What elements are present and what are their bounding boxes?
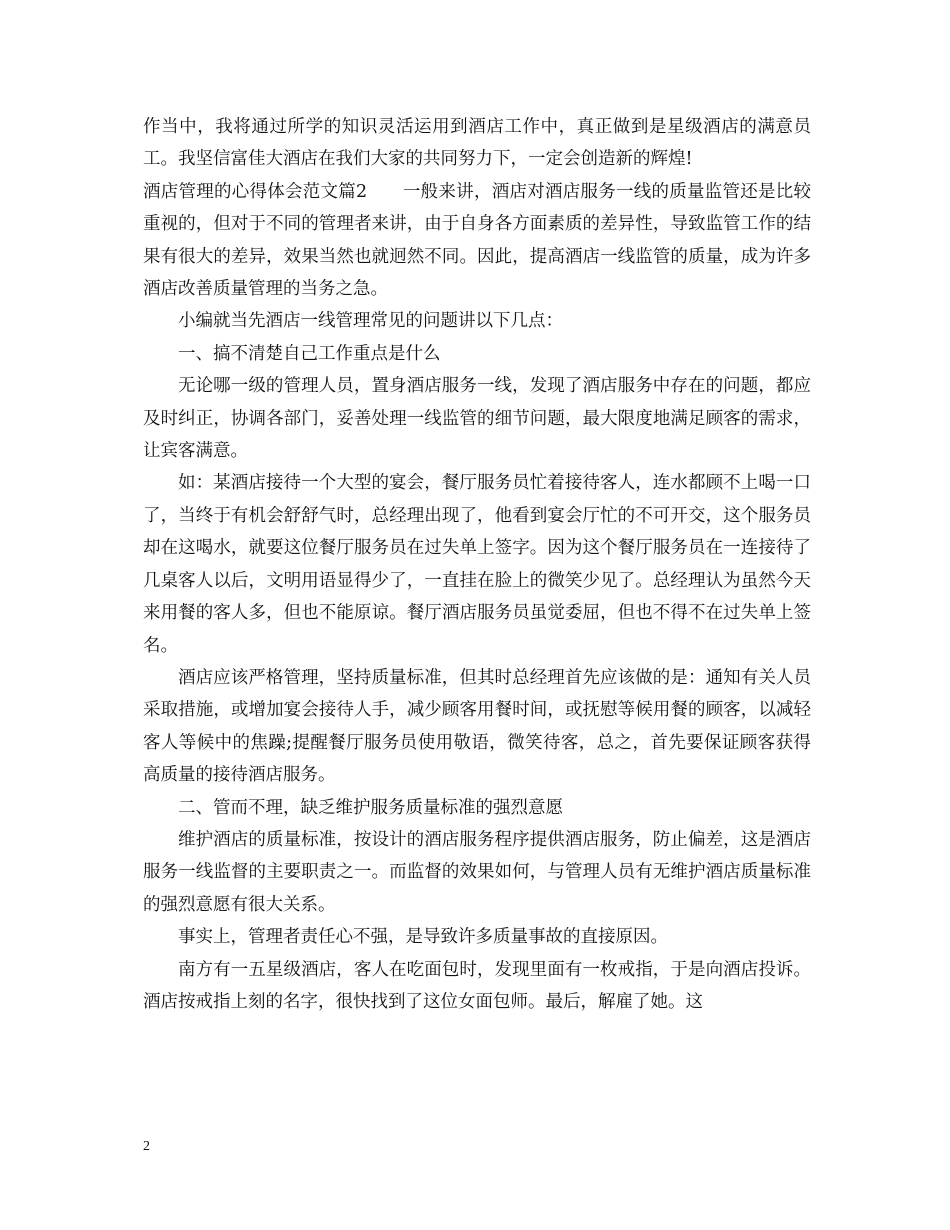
paragraph-11: 南方有一五星级酒店，客人在吃面包时，发现里面有一枚戒指，于是向酒店投诉。酒店按戒指上刻的名字，很快找到了这位女面包师。最后，解雇了她。这	[143, 959, 811, 1012]
paragraph-10: 事实上，管理者责任心不强，是导致许多质量事故的直接原因。	[178, 927, 668, 948]
paragraph-7: 酒店应该严格管理，坚持质量标准，但其时总经理首先应该做的是：通知有关人员采取措施，或增加宴会接待人手，减少顾客用餐时间，或抚慰等候用餐的顾客，以减轻客人等候中的焦躁;提醒餐厅服务员使用敬语，微笑待客，总之，首先要保证顾客获得高质量的接待酒店服务。	[143, 667, 811, 786]
document-body	[143, 111, 811, 1018]
paragraph-9: 维护酒店的质量标准，按设计的酒店服务程序提供酒店服务，防止偏差，这是酒店服务一线监督的主要职责之一。而监督的效果如何，与管理人员有无维护酒店质量标准的强烈意愿有很大关系。	[143, 829, 811, 915]
page-number: 2	[143, 1139, 150, 1154]
paragraph-6: 如：某酒店接待一个大型的宴会，餐厅服务员忙着接待客人，连水都顾不上喝一口了，当终于有机会舒舒气时，总经理出现了，他看到宴会厅忙的不可开交，这个服务员却在这喝水，就要这位餐厅服务员在过失单上签字。因为这个餐厅服务员在一连接待了几桌客人以后，文明用语显得少了，一直挂在脸上的微笑少见了。总经理认为虽然今天来用餐的客人多，但也不能原谅。餐厅酒店服务员虽觉委屈，但也不得不在过失单上签名。	[143, 473, 811, 656]
paragraph-1: 作当中，我将通过所学的知识灵活运用到酒店工作中，真正做到是星级酒店的满意员工。我坚信富佳大酒店在我们大家的共同努力下，一定会创造新的辉煌!	[143, 117, 811, 170]
section-heading-2: 二、管而不理，缺乏维护服务质量标准的强烈意愿	[178, 797, 563, 818]
paragraph-2: 酒店管理的心得体会范文篇2 一般来讲，酒店对酒店服务一线的质量监管还是比较重视的，但对于不同的管理者来讲，由于自身各方面素质的差异性，导致监管工作的结果有很大的差异，效果当然也就迥然不同。因此，提高酒店一线监管的质量，成为许多酒店改善质量管理的当务之急。	[143, 181, 811, 300]
paragraph-3: 小编就当先酒店一线管理常见的问题讲以下几点：	[178, 311, 563, 332]
paragraph-5: 无论哪一级的管理人员，置身酒店服务一线，发现了酒店服务中存在的问题，都应及时纠正，协调各部门，妥善处理一线监管的细节问题，最大限度地满足顾客的需求，让宾客满意。	[143, 376, 811, 462]
section-heading-1: 一、搞不清楚自己工作重点是什么	[178, 343, 441, 364]
